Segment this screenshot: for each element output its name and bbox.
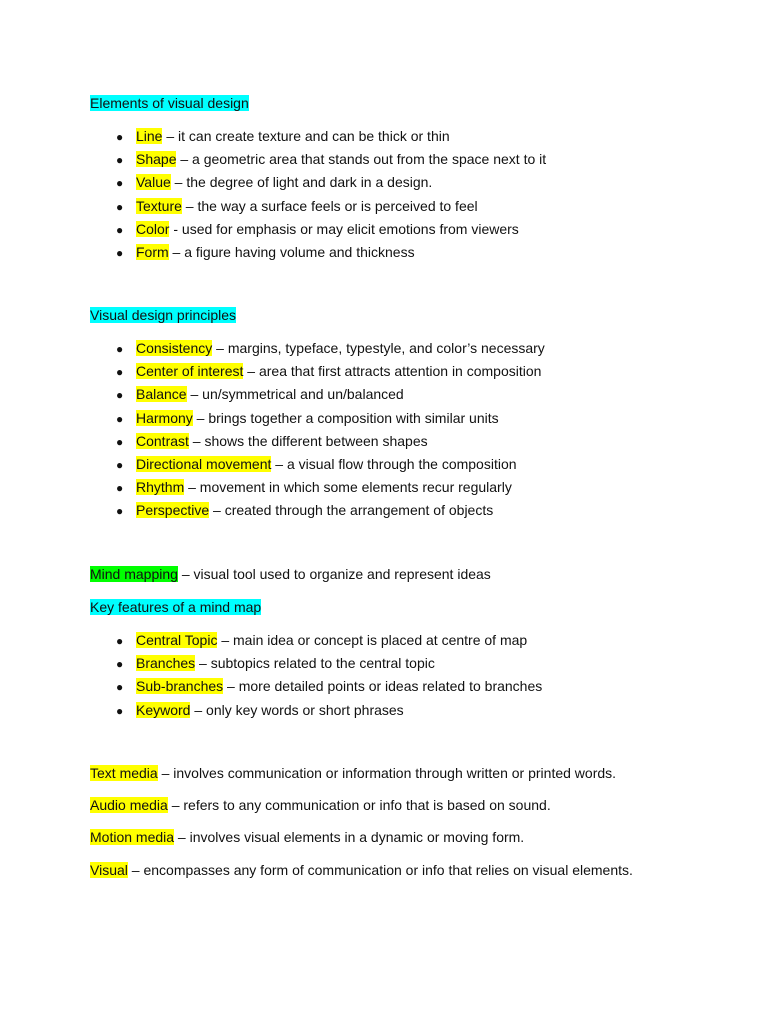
visual-media-definition	[90, 861, 633, 879]
bullet-icon: ●	[116, 199, 124, 214]
description: – involves visual elements in a dynamic or moving form.	[174, 829, 525, 845]
description: – the way a surface feels or is perceived to feel	[181, 197, 478, 214]
motion-media-definition	[90, 828, 524, 846]
heading-text: Key features of a mind map	[90, 599, 262, 615]
term: Color	[136, 220, 170, 237]
section-heading-mind-map	[90, 598, 261, 616]
term: Branches	[136, 655, 196, 672]
term: Sub-branches	[136, 678, 224, 695]
bullet-icon: ●	[116, 245, 124, 260]
description: – the degree of light and dark in a design.	[170, 174, 433, 191]
term: Value	[136, 174, 171, 191]
text-media-definition	[90, 764, 616, 782]
term: Texture	[136, 197, 182, 214]
term: Balance	[136, 386, 187, 403]
description: – movement in which some elements recur regularly	[184, 479, 512, 496]
bullet-icon: ●	[116, 457, 124, 472]
term: Text media	[90, 765, 158, 781]
term: Contrast	[136, 432, 189, 449]
term: Directional movement	[136, 455, 272, 472]
description: – a visual flow through the composition	[271, 455, 517, 472]
section-heading-principles	[90, 306, 236, 324]
bullet-icon: ●	[116, 634, 124, 648]
description: – created through the arrangement of objects	[209, 502, 494, 519]
description: – more detailed points or ideas related to branches	[223, 678, 543, 695]
bullet-icon: ●	[116, 657, 124, 672]
heading-text: Elements of visual design	[90, 95, 249, 111]
term: Visual	[90, 862, 128, 878]
bullet-icon: ●	[116, 481, 124, 496]
description: – area that first attracts attention in composition	[243, 363, 542, 380]
term: Central Topic	[136, 632, 218, 648]
term: Center of interest	[136, 363, 244, 380]
term: Motion media	[90, 829, 175, 845]
mind-mapping-definition	[90, 565, 491, 583]
description: – main idea or concept is placed at centre of map	[217, 632, 528, 648]
description: – a geometric area that stands out from the space next to it	[176, 151, 547, 168]
bullet-icon: ●	[116, 130, 124, 144]
term: Consistency	[136, 340, 213, 356]
section-heading-elements	[90, 94, 249, 112]
term: Form	[136, 243, 169, 260]
description: – encompasses any form of communication or info that relies on visual elements.	[127, 862, 633, 878]
bullet-icon: ●	[116, 153, 124, 168]
description: – margins, typeface, typestyle, and color’s necessary	[212, 340, 545, 356]
description: – refers to any communication or info that is based on sound.	[167, 797, 551, 813]
term: Audio media	[90, 797, 168, 813]
term: Shape	[136, 151, 177, 168]
bullet-icon: ●	[116, 365, 124, 380]
bullet-icon: ●	[116, 411, 124, 426]
term: Mind mapping	[90, 566, 178, 582]
term: Perspective	[136, 502, 210, 519]
term: Keyword	[136, 701, 191, 718]
bullet-icon: ●	[116, 176, 124, 191]
description: - used for emphasis or may elicit emotions from viewers	[169, 220, 519, 237]
description: – shows the different between shapes	[188, 432, 428, 449]
description: – a figure having volume and thickness	[168, 243, 415, 260]
bullet-icon: ●	[116, 703, 124, 718]
bullet-icon: ●	[116, 680, 124, 695]
term: Line	[136, 128, 163, 144]
heading-text: Visual design principles	[90, 307, 237, 323]
bullet-icon: ●	[116, 388, 124, 403]
audio-media-definition	[90, 796, 551, 814]
description: – visual tool used to organize and represent ideas	[177, 566, 491, 582]
bullet-icon: ●	[116, 342, 124, 356]
bullet-icon: ●	[116, 434, 124, 449]
description: – un/symmetrical and un/balanced	[186, 386, 404, 403]
description: – it can create texture and can be thick or thin	[162, 128, 450, 144]
description: – brings together a composition with similar units	[192, 409, 499, 426]
description: – only key words or short phrases	[190, 701, 404, 718]
term: Rhythm	[136, 479, 185, 496]
bullet-icon: ●	[116, 222, 124, 237]
description: – subtopics related to the central topic	[195, 655, 435, 672]
bullet-icon: ●	[116, 504, 124, 519]
description: – involves communication or information through written or printed words.	[157, 765, 617, 781]
term: Harmony	[136, 409, 193, 426]
